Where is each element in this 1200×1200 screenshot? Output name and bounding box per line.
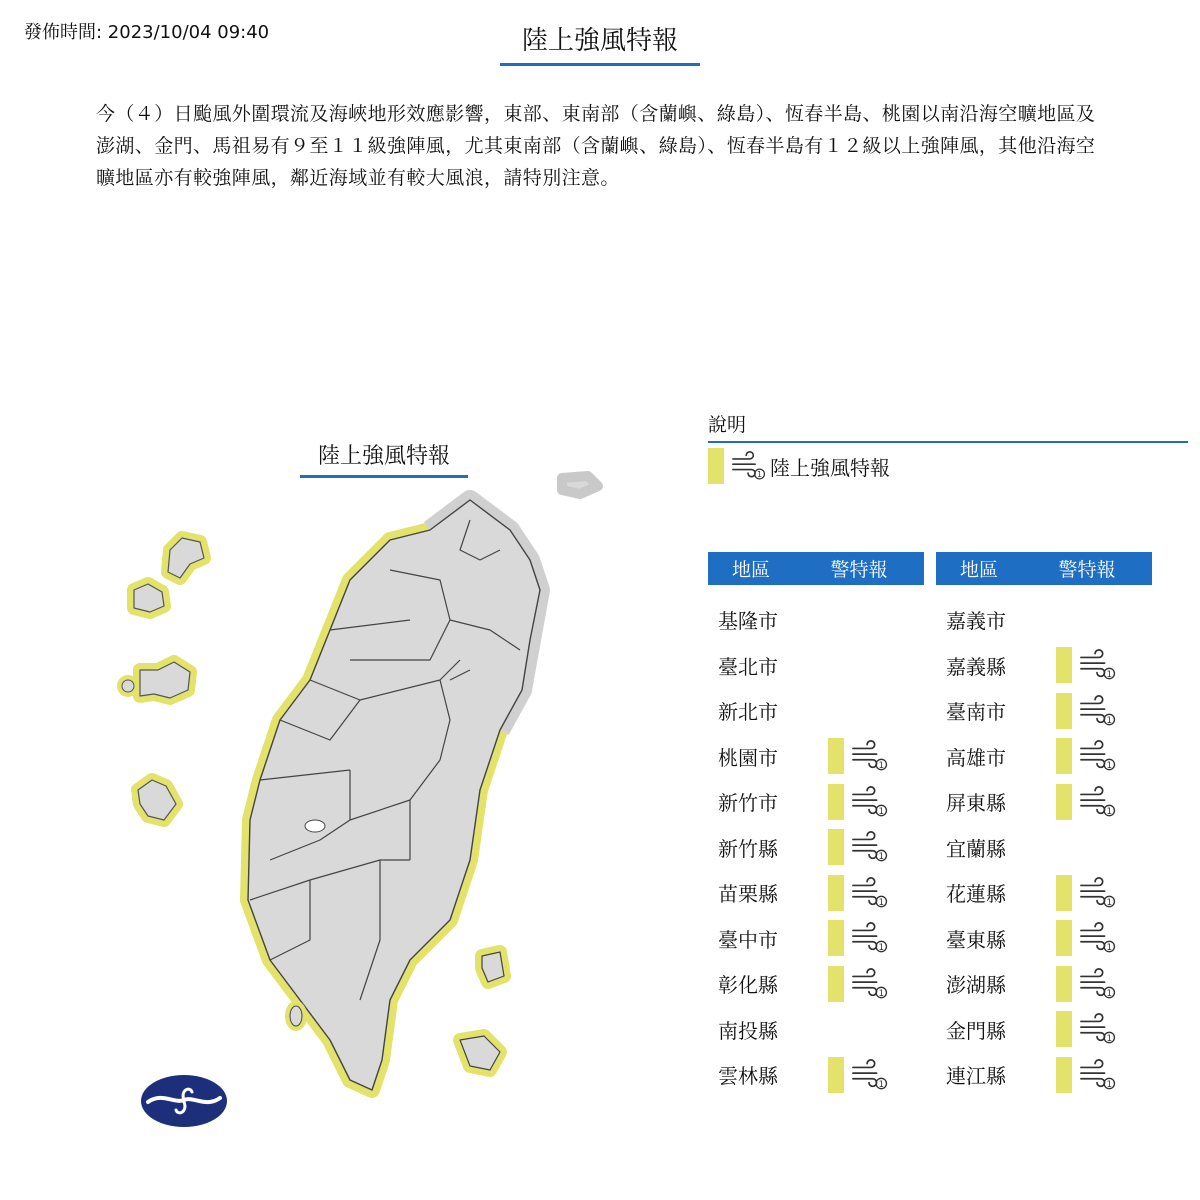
region-name: 花蓮縣 bbox=[946, 882, 1006, 907]
warning-swatch bbox=[828, 738, 844, 774]
map-region-green-island bbox=[482, 952, 504, 982]
region-name: 臺東縣 bbox=[946, 927, 1006, 952]
region-name: 臺北市 bbox=[718, 654, 778, 679]
map-region-taiwan-main bbox=[248, 500, 540, 1090]
region-table-left bbox=[708, 552, 924, 1098]
strong-wind-icon bbox=[850, 1058, 888, 1092]
strong-wind-icon bbox=[850, 785, 888, 819]
strong-wind-icon bbox=[1078, 1012, 1116, 1046]
table-row bbox=[708, 870, 924, 916]
warning-swatch bbox=[828, 784, 844, 820]
strong-wind-icon bbox=[1078, 967, 1116, 1001]
table-row bbox=[936, 597, 1152, 643]
warning-swatch bbox=[1056, 920, 1072, 956]
region-name: 苗栗縣 bbox=[718, 882, 778, 907]
table-row bbox=[936, 961, 1152, 1007]
region-name: 雲林縣 bbox=[718, 1064, 778, 1089]
strong-wind-icon bbox=[730, 450, 766, 482]
strong-wind-icon bbox=[850, 921, 888, 955]
map-region-guishan-island bbox=[562, 476, 598, 494]
column-warning-header: 警特報 bbox=[830, 559, 888, 581]
table-row bbox=[936, 734, 1152, 780]
region-name: 新北市 bbox=[718, 700, 778, 725]
warning-indicator bbox=[828, 829, 888, 865]
warning-swatch bbox=[1056, 875, 1072, 911]
table-row bbox=[708, 688, 924, 734]
map-region-lienchiang bbox=[134, 538, 204, 612]
cwa-logo bbox=[140, 1074, 228, 1128]
table-row bbox=[708, 779, 924, 825]
map-region-liuqiu bbox=[290, 1006, 302, 1026]
strong-wind-icon bbox=[1078, 739, 1116, 773]
map-region-penghu bbox=[138, 780, 176, 820]
region-name: 基隆市 bbox=[718, 609, 778, 634]
table-row bbox=[936, 643, 1152, 689]
warning-indicator bbox=[1056, 1057, 1116, 1093]
table-row bbox=[708, 597, 924, 643]
table-row bbox=[708, 1007, 924, 1053]
strong-wind-icon bbox=[850, 967, 888, 1001]
region-table-right bbox=[936, 552, 1152, 1098]
table-row bbox=[936, 688, 1152, 734]
region-name: 宜蘭縣 bbox=[946, 836, 1006, 861]
warning-indicator bbox=[1056, 920, 1116, 956]
column-region-header: 地區 bbox=[959, 559, 998, 581]
strong-wind-icon bbox=[850, 830, 888, 864]
region-name: 臺南市 bbox=[946, 700, 1006, 725]
region-name: 彰化縣 bbox=[718, 973, 778, 998]
region-name: 金門縣 bbox=[946, 1018, 1006, 1043]
table-row bbox=[708, 961, 924, 1007]
strong-wind-icon bbox=[850, 876, 888, 910]
table-header bbox=[936, 552, 1152, 585]
publish-time: 發佈時間: 2023/10/04 09:40 bbox=[24, 22, 270, 43]
legend-heading: 說明 bbox=[708, 410, 1188, 443]
warning-indicator bbox=[828, 920, 888, 956]
warning-indicator bbox=[1056, 875, 1116, 911]
region-name: 新竹縣 bbox=[718, 836, 778, 861]
warning-indicator bbox=[1056, 647, 1116, 683]
warning-swatch bbox=[828, 966, 844, 1002]
map-title: 陸上強風特報 bbox=[300, 439, 468, 478]
warning-indicator bbox=[1056, 784, 1116, 820]
strong-wind-icon bbox=[1078, 921, 1116, 955]
table-row bbox=[708, 1052, 924, 1098]
taiwan-warning-map bbox=[110, 460, 610, 1100]
warning-swatch bbox=[828, 920, 844, 956]
table-row bbox=[708, 825, 924, 871]
warning-swatch bbox=[1056, 1011, 1072, 1047]
region-name: 屏東縣 bbox=[946, 791, 1006, 816]
column-warning-header: 警特報 bbox=[1058, 559, 1116, 581]
warning-indicator bbox=[828, 738, 888, 774]
column-region-header: 地區 bbox=[731, 559, 770, 581]
region-name: 高雄市 bbox=[946, 745, 1006, 770]
page-title: 陸上強風特報 bbox=[500, 20, 700, 66]
region-name: 桃園市 bbox=[718, 745, 778, 770]
warning-description: 今（４）日颱風外圍環流及海峽地形效應影響，東部、東南部（含蘭嶼、綠島）、恆春半島、桃園以南沿海空曠地區及澎湖、金門、馬祖易有９至１１級強陣風，尤其東南部（含蘭嶼、綠島）、恆春半島有１２級以上強陣風，其他沿海空曠地區亦有較強陣風，鄰近海域並有較大風浪，請特別注意。 bbox=[96, 103, 1096, 189]
warning-indicator bbox=[1056, 693, 1116, 729]
table-row bbox=[936, 870, 1152, 916]
region-name: 澎湖縣 bbox=[946, 973, 1006, 998]
table-row bbox=[936, 1052, 1152, 1098]
warning-swatch bbox=[828, 1057, 844, 1093]
table-row bbox=[936, 916, 1152, 962]
warning-swatch bbox=[1056, 738, 1072, 774]
warning-swatch bbox=[1056, 693, 1072, 729]
table-row bbox=[708, 643, 924, 689]
table-row bbox=[936, 825, 1152, 871]
table-row bbox=[936, 779, 1152, 825]
table-row bbox=[708, 916, 924, 962]
warning-indicator bbox=[1056, 738, 1116, 774]
region-name: 臺中市 bbox=[718, 927, 778, 952]
strong-wind-icon bbox=[1078, 1058, 1116, 1092]
warning-swatch bbox=[1056, 647, 1072, 683]
warning-swatch bbox=[1056, 966, 1072, 1002]
region-name: 嘉義市 bbox=[946, 609, 1006, 634]
legend-item bbox=[708, 448, 890, 484]
region-name: 連江縣 bbox=[946, 1064, 1006, 1089]
table-header bbox=[708, 552, 924, 585]
warning-swatch bbox=[1056, 1057, 1072, 1093]
table-rows-right bbox=[936, 597, 1152, 1098]
map-region-kinmen bbox=[122, 662, 190, 698]
strong-wind-icon bbox=[1078, 785, 1116, 819]
region-name: 南投縣 bbox=[718, 1018, 778, 1043]
strong-wind-icon bbox=[1078, 694, 1116, 728]
warning-indicator bbox=[828, 1057, 888, 1093]
warning-indicator bbox=[1056, 1011, 1116, 1047]
legend-swatch bbox=[708, 448, 724, 484]
warning-swatch bbox=[828, 875, 844, 911]
warning-indicator bbox=[828, 784, 888, 820]
region-name: 新竹市 bbox=[718, 791, 778, 816]
table-row bbox=[708, 734, 924, 780]
legend-label: 陸上強風特報 bbox=[770, 455, 890, 480]
table-row bbox=[936, 1007, 1152, 1053]
strong-wind-icon bbox=[1078, 876, 1116, 910]
warning-indicator bbox=[828, 966, 888, 1002]
map-region-orchid-island bbox=[460, 1036, 500, 1070]
strong-wind-icon bbox=[1078, 648, 1116, 682]
warning-indicator bbox=[828, 875, 888, 911]
table-rows-left bbox=[708, 597, 924, 1098]
warning-swatch bbox=[1056, 784, 1072, 820]
warning-swatch bbox=[828, 829, 844, 865]
region-name: 嘉義縣 bbox=[946, 654, 1006, 679]
warning-indicator bbox=[1056, 966, 1116, 1002]
strong-wind-icon bbox=[850, 739, 888, 773]
